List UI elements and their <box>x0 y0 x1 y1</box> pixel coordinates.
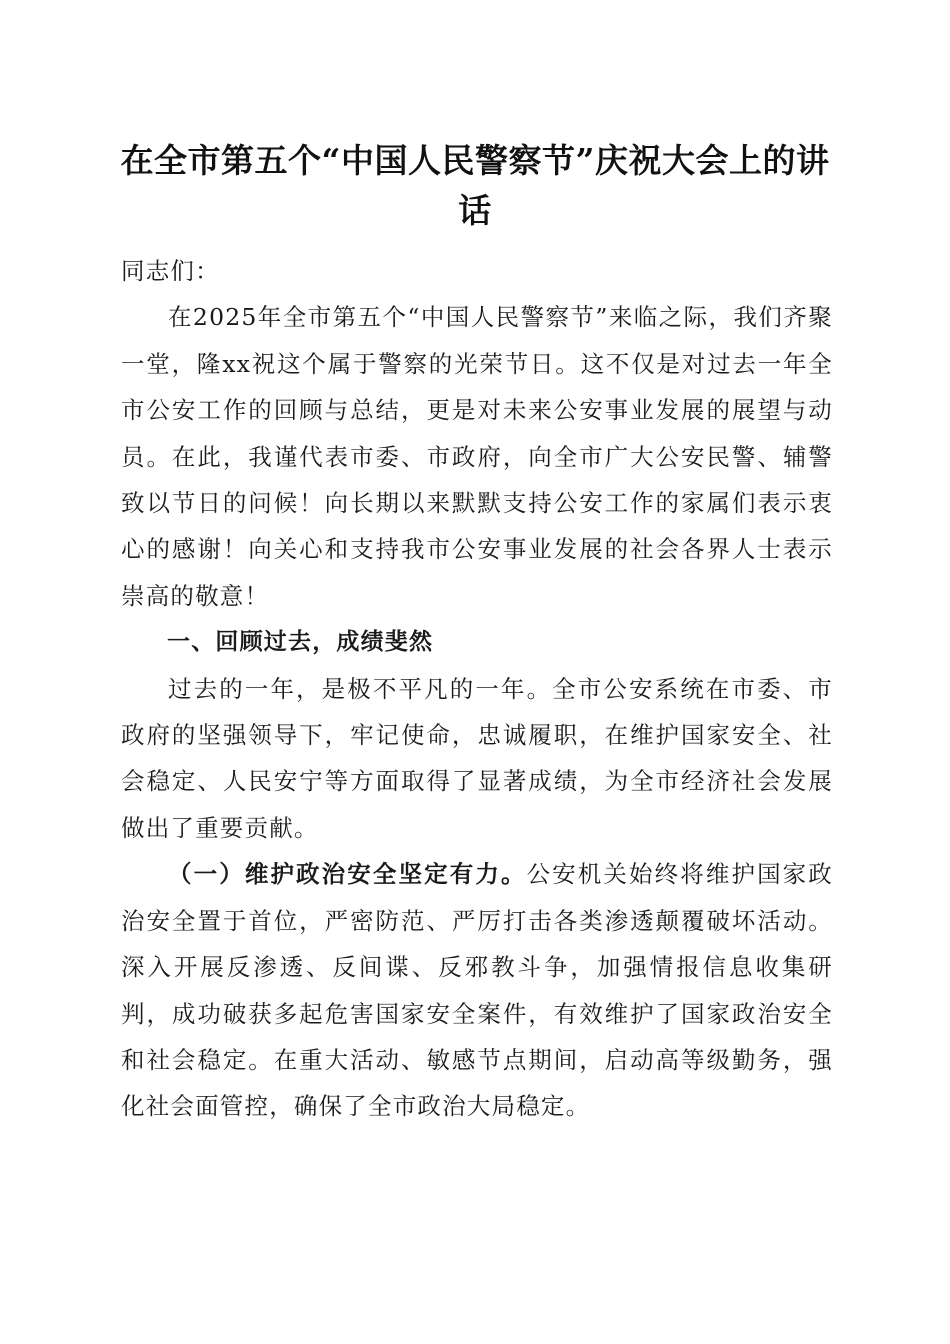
subsection-paragraph <box>121 851 833 1129</box>
section-intro-paragraph: 过去的一年，是极不平凡的一年。全市公安系统在市委、市政府的坚强领导下，牢记使命，忠诚履职，在维护国家安全、社会稳定、人民安宁等方面取得了显著成绩，为全市经济社会发展做出了重要贡献。 <box>121 674 833 842</box>
section-heading: 一、回顾过去，成绩斐然 <box>167 629 434 656</box>
document-title: 在全市第五个“中国人民警察节”庆祝大会上的讲话 <box>120 141 830 230</box>
subsection-text: 公安机关始终将维护国家政治安全置于首位，严密防范、严厉打击各类渗透颠覆破坏活动。深入开展反渗透、反间谍、反邪教斗争，加强情报信息收集研判，成功破获多起危害国家安全案件，有效维护了国家政治安全和社会稳定。在重大活动、敏感节点期间，启动高等级勤务，强化社会面管控，确保了全市政治大局稳定。 <box>121 860 833 1121</box>
subsection-heading: （一）维护政治安全坚定有力。 <box>168 860 527 889</box>
salutation: 同志们： <box>121 257 220 285</box>
document-body <box>121 248 833 1130</box>
opening-paragraph: 在2025年全市第五个“中国人民警察节”来临之际，我们齐聚一堂，隆xx祝这个属于警察的光荣节日。这不仅是对过去一年全市公安工作的回顾与总结，更是对未来公安事业发展的展望与动员。在此，我谨代表市委、市政府，向全市广大公安民警、辅警致以节日的问候！向长期以来默默支持公安工作的家属们表示衷心的感谢！向关心和支持我市公安事业发展的社会各界人士表示崇高的敬意！ <box>121 303 833 610</box>
